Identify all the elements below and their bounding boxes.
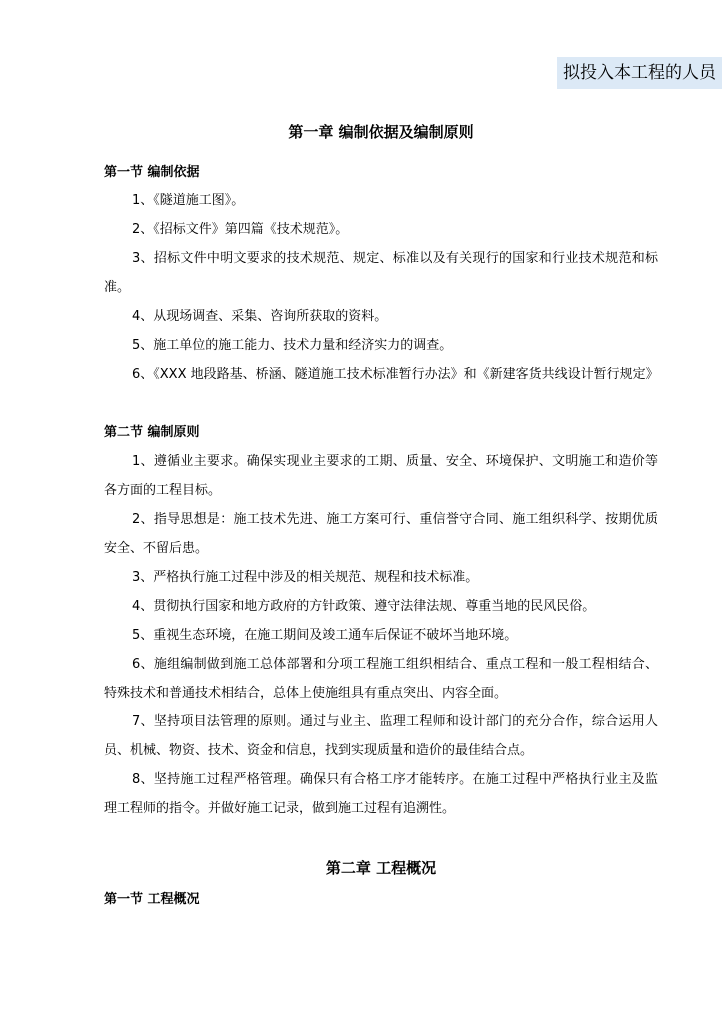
chapter-2-section-1-title: 第一节 工程概况 <box>104 892 200 907</box>
basis-item-2: 2、《招标文件》第四篇《技术规范》。 <box>132 222 349 237</box>
basis-item-5: 5、施工单位的施工能力、技术力量和经济实力的调查。 <box>132 338 453 353</box>
chapter-1-section-1-title: 第一节 编制依据 <box>104 165 200 180</box>
chapter-1-title: 第一章 编制依据及编制原则 <box>288 123 474 141</box>
principle-item-1: 1、遵循业主要求。确保实现业主要求的工期、质量、安全、环境保护、文明施工和造价等各方面的工程目标。 <box>104 454 658 498</box>
principle-item-8: 8、坚持施工过程严格管理。确保只有合格工序才能转序。在施工过程中严格执行业主及监理工程师的指令。并做好施工记录，做到施工过程有追溯性。 <box>104 772 658 816</box>
header-banner: 拟投入本工程的人员 <box>557 57 722 89</box>
basis-item-1: 1、《隧道施工图》。 <box>132 193 245 208</box>
principle-item-3: 3、严格执行施工过程中涉及的相关规范、规程和技术标准。 <box>132 570 479 585</box>
chapter-1-section-2-title: 第二节 编制原则 <box>104 425 200 440</box>
principle-item-6: 6、施组编制做到施工总体部署和分项工程施工组织相结合、重点工程和一般工程相结合、特殊技术和普通技术相结合，总体上使施组具有重点突出、内容全面。 <box>104 657 658 701</box>
chapter-2-title: 第二章 工程概况 <box>325 859 437 877</box>
basis-item-4: 4、从现场调查、采集、咨询所获取的资料。 <box>132 309 388 324</box>
principle-item-7: 7、坚持项目法管理的原则。通过与业主、监理工程师和设计部门的充分合作，综合运用人员、机械、物资、技术、资金和信息，找到实现质量和造价的最佳结合点。 <box>104 714 658 758</box>
principle-item-2: 2、指导思想是：施工技术先进、施工方案可行、重信誉守合同、施工组织科学、按期优质安全、不留后患。 <box>104 512 658 556</box>
principle-item-4: 4、贯彻执行国家和地方政府的方针政策、遵守法律法规、尊重当地的民风民俗。 <box>132 599 596 614</box>
basis-item-6: 6、《XXX 地段路基、桥涵、隧道施工技术标准暂行办法》和《新建客货共线设计暂行规定》 <box>132 367 659 382</box>
principle-item-5: 5、重视生态环境，在施工期间及竣工通车后保证不破坏当地环境。 <box>132 628 518 643</box>
basis-item-3: 3、招标文件中明文要求的技术规范、规定、标准以及有关现行的国家和行业技术规范和标准。 <box>104 251 658 295</box>
